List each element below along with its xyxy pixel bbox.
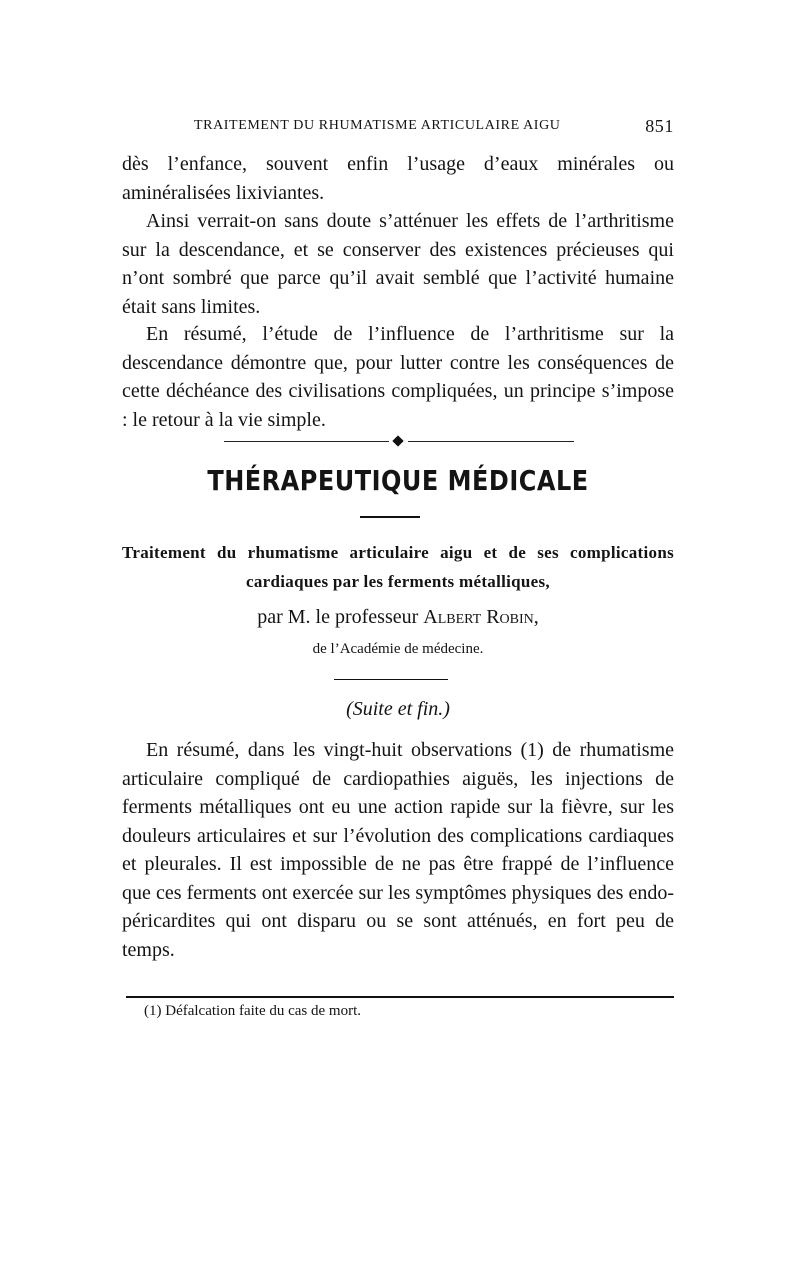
paragraph-1: dès l’enfance, souvent enfin l’usage d’eaux minérales ou aminéralisées lixiviantes. bbox=[122, 153, 674, 204]
author-affiliation: de l’Académie de médecine. bbox=[312, 641, 484, 657]
divider-line-left bbox=[224, 441, 389, 442]
byline-rule bbox=[334, 679, 448, 680]
paragraph-3: En résumé, l’étude de l’influence de l’arthritisme sur la descendance démontre que, pour lutter contre les conséquences de cette déchéance des civilisations compliquées, un principe s’impose : le retour à la vie simple. bbox=[122, 323, 674, 431]
footnote: (1) Défalcation faite du cas de mort. bbox=[144, 1003, 361, 1019]
running-header bbox=[122, 116, 674, 140]
author-name: Albert Robin, bbox=[423, 606, 539, 628]
article-paragraph-1: En résumé, dans les vingt-huit observations (1) de rhumatisme articulaire compliqué de cardiopathies aiguës, les injections de ferments métalliques ont eu une action rapide sur la fièvre, sur les douleurs articulaires et sur l’évolution des complications cardiaques et pleurales. Il est impossible de ne pas être frappé de l’influence que ces ferments ont exercée sur les symptômes physiques des endo-péricardites qui ont disparu ou se sont atténués, en fort peu de temps. bbox=[122, 739, 674, 961]
diamond-ornament-icon bbox=[392, 435, 403, 446]
article-title: Traitement du rhumatisme articulaire aigu et de ses complications cardiaques par les ferments métalliques, bbox=[122, 543, 674, 591]
continued-note: (Suite et fin.) bbox=[346, 698, 450, 720]
divider-line-right bbox=[408, 441, 574, 442]
paragraph-2: Ainsi verrait-on sans doute s’atténuer les effets de l’arthritisme sur la descendance, et se conserver des existences précieuses qui n’ont sombré que parce qu’il avait semblé que l’activité humaine était sans limites. bbox=[122, 210, 674, 318]
byline-prefix: par M. le professeur bbox=[257, 606, 419, 628]
byline bbox=[122, 606, 674, 629]
section-title: THÉRAPEUTIQUE MÉDICALE bbox=[207, 464, 589, 498]
section-rule bbox=[360, 516, 420, 518]
running-title: TRAITEMENT DU RHUMATISME ARTICULAIRE AIGU bbox=[194, 118, 561, 133]
ornamental-divider bbox=[224, 437, 574, 445]
page-number: 851 bbox=[645, 116, 674, 136]
footnote-rule bbox=[126, 996, 674, 998]
